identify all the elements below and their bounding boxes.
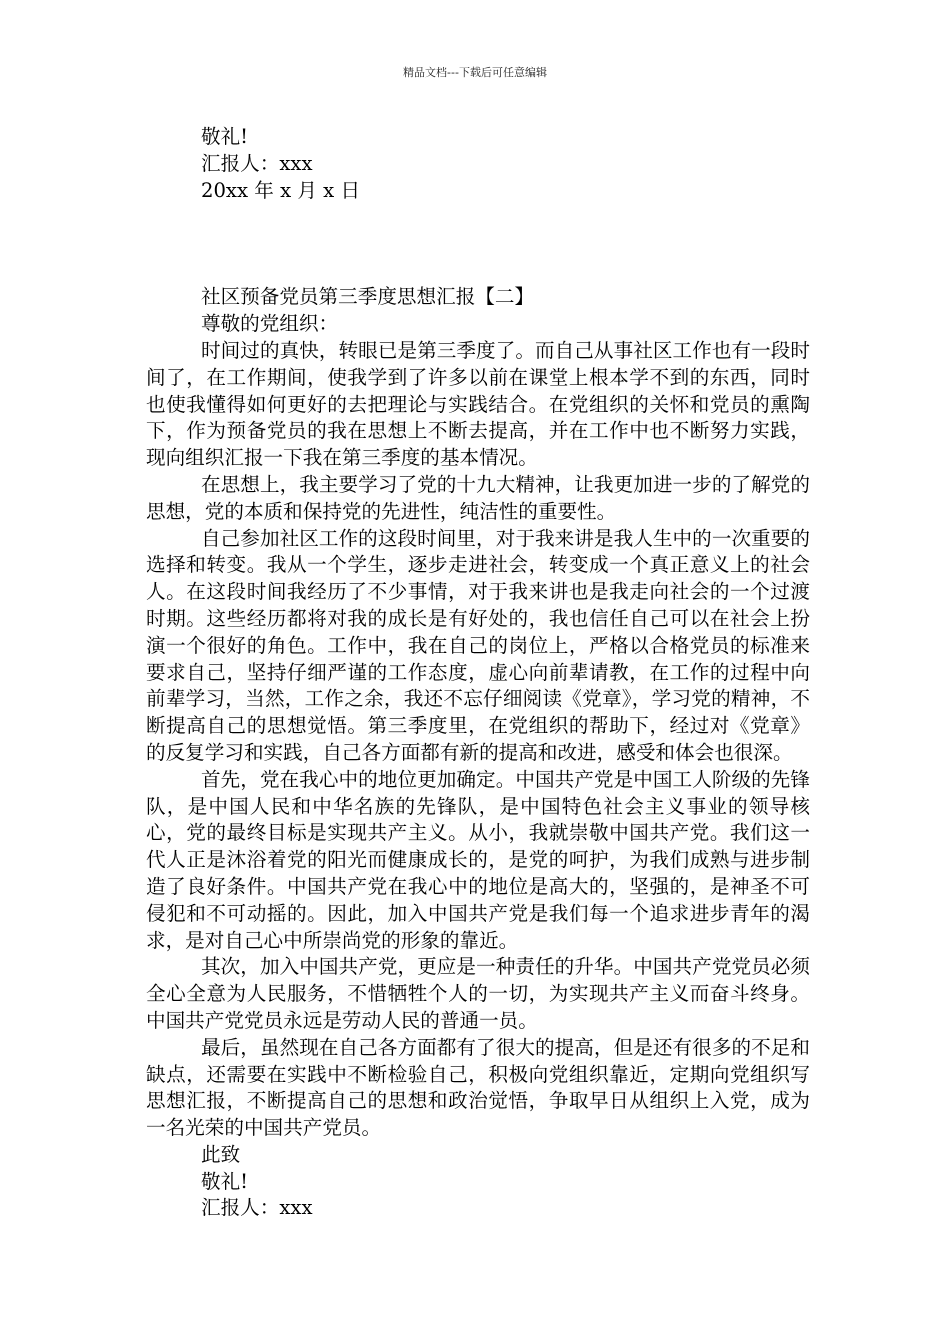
page-header: 精品文档---下载后可任意编辑 [403,66,547,79]
regards-line: 此致 [201,1142,241,1166]
paragraph-3: 自己参加社区工作的这段时间里，对于我来讲是我人生中的一次重要的选择和转变。我从一个学生，逐步走进社会，转变成一个真正意义上的社会人。在这段时间我经历了不少事情，对于我来讲也是我走向社会的一个过渡时期。这些经历都将对我的成长是有好处的，我也信任自己可以在社会上扮演一个很好的角色。工作中，我在自己的岗位上，严格以合格党员的标准来要求自己，坚持仔细严谨的工作态度，虚心向前辈请教，在工作的过程中向前辈学习，当然，工作之余，我还不忘仔细阅读《党章》，学习党的精神，不断提高自己的思想觉悟。第三季度里，在党组织的帮助下，经过对《党章》的反复学习和实践，自己各方面都有新的提高和改进，感受和体会也很深。 [146,526,810,764]
report-title: 社区预备党员第三季度思想汇报【二】 [201,285,535,309]
paragraph-1: 时间过的真快，转眼已是第三季度了。而自己从事社区工作也有一段时间了，在工作期间，使我学到了许多以前在课堂上根本学不到的东西，同时也使我懂得如何更好的去把理论与实践结合。在党组织的关怀和党员的熏陶下，作为预备党员的我在思想上不断去提高，并在工作中也不断努力实践，现向组织汇报一下我在第三季度的基本情况。 [146,338,810,470]
closing-reporter-line: 汇报人：xxx [201,1196,313,1220]
closing-salute-line: 敬礼! [201,1169,249,1193]
paragraph-2: 在思想上，我主要学习了党的十九大精神，让我更加进一步的了解党的思想，党的本质和保持党的先进性，纯洁性的重要性。 [146,472,810,523]
document-body [146,124,810,1222]
reporter-line: 汇报人：xxx [201,151,313,175]
section-gap [146,204,810,284]
date-line: 20xx 年 x 月 x 日 [201,178,361,202]
paragraph-4: 首先，党在我心中的地位更加确定。中国共产党是中国工人阶级的先锋队，是中国人民和中华名族的先锋队，是中国特色社会主义事业的领导核心，党的最终目标是实现共产主义。从小，我就崇敬中国共产党。我们这一代人正是沐浴着党的阳光而健康成长的，是党的呵护，为我们成熟与进步制造了良好条件。中国共产党在我心中的地位是高大的，坚强的，是神圣不可侵犯和不可动摇的。因此，加入中国共产党是我们每一个追求进步青年的渴求，是对自己心中所崇尚党的形象的靠近。 [146,767,810,952]
salute-line: 敬礼! [201,125,249,148]
paragraph-5: 其次，加入中国共产党，更应是一种责任的升华。中国共产党党员必须全心全意为人民服务，不惜牺牲个人的一切，为实现共产主义而奋斗终身。中国共产党党员永远是劳动人民的普通一员。 [146,955,810,1032]
greeting-line: 尊敬的党组织： [201,312,339,336]
paragraph-6: 最后，虽然现在自己各方面都有了很大的提高，但是还有很多的不足和缺点，还需要在实践中不断检验自己，积极向党组织靠近，定期向党组织写思想汇报，不断提高自己的思想和政治觉悟，争取早日从组织上入党，成为一名光荣的中国共产党员。 [146,1035,810,1140]
